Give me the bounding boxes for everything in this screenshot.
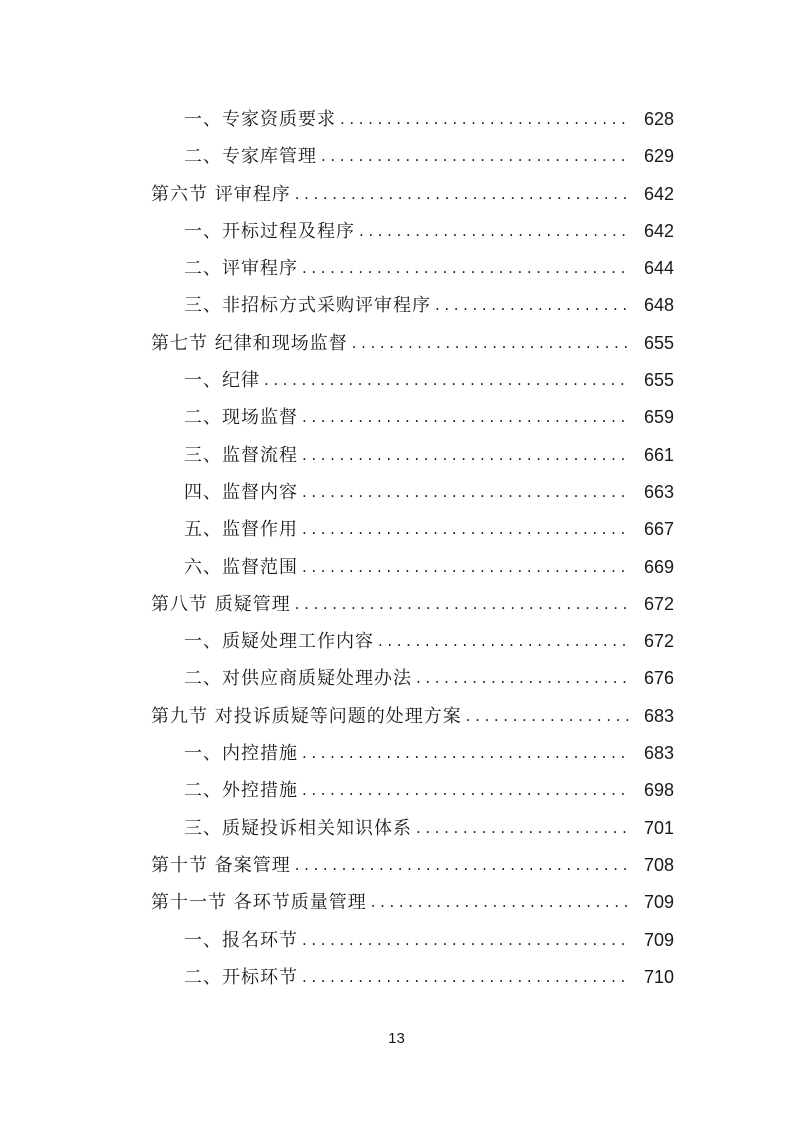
toc-section-entry[interactable] (0, 586, 793, 623)
toc-entry-title: 三、监督流程 (184, 444, 298, 466)
toc-entry-page: 683 (643, 705, 674, 726)
toc-entry[interactable] (0, 138, 793, 175)
toc-entry-title: 第十一节 各环节质量管理 (151, 892, 367, 914)
toc-entry-title: 一、报名环节 (184, 929, 298, 951)
toc-entry[interactable] (0, 213, 793, 250)
toc-entry-page: 701 (643, 817, 674, 838)
toc-entry-page: 642 (643, 183, 674, 204)
toc-entry-page: 710 (643, 966, 674, 987)
toc-entry-page: 659 (643, 407, 674, 428)
toc-leader-dots (302, 922, 630, 959)
toc-entry[interactable] (0, 437, 793, 474)
toc-leader-dots (302, 474, 630, 511)
toc-entry-page: 642 (643, 220, 674, 241)
toc-entry-page: 683 (643, 743, 674, 764)
toc-entry-page: 709 (643, 929, 674, 950)
toc-entry-title: 第七节 纪律和现场监督 (151, 332, 348, 354)
toc-entry[interactable] (0, 959, 793, 996)
toc-leader-dots (302, 735, 630, 772)
toc-leader-dots (302, 399, 630, 436)
toc-leader-dots (295, 847, 630, 884)
toc-entry-page: 667 (643, 519, 674, 540)
toc-entry[interactable] (0, 362, 793, 399)
toc-entry[interactable] (0, 810, 793, 847)
toc-entry-page: 628 (643, 109, 674, 129)
toc-section-entry[interactable] (0, 176, 793, 213)
toc-section-entry[interactable] (0, 884, 793, 921)
toc-entry-title: 第九节 对投诉质疑等问题的处理方案 (151, 705, 462, 727)
toc-entry[interactable] (0, 101, 793, 138)
toc-entry[interactable] (0, 549, 793, 586)
toc-leader-dots (352, 325, 630, 362)
toc-entry-title: 第八节 质疑管理 (151, 593, 291, 615)
toc-entry-title: 一、质疑处理工作内容 (184, 631, 374, 653)
toc-entry[interactable] (0, 623, 793, 660)
toc-entry-title: 三、非招标方式采购评审程序 (184, 295, 431, 317)
toc-entry-title: 一、开标过程及程序 (184, 220, 355, 242)
toc-entry-title: 六、监督范围 (184, 556, 298, 578)
toc-leader-dots (416, 810, 630, 847)
toc-leader-dots (466, 698, 630, 735)
toc-entry-title: 一、纪律 (184, 370, 260, 392)
toc-leader-dots (340, 101, 630, 138)
toc-entry-title: 二、现场监督 (184, 407, 298, 429)
toc-leader-dots (302, 511, 630, 548)
toc-entry-page: 708 (643, 854, 674, 875)
toc-entry[interactable] (0, 922, 793, 959)
toc-leader-dots (378, 623, 630, 660)
toc-entry-page: 672 (643, 631, 674, 652)
toc-entry-page: 648 (643, 295, 674, 316)
toc-leader-dots (302, 549, 630, 586)
toc-entry[interactable] (0, 735, 793, 772)
toc-leader-dots (321, 138, 630, 175)
toc-entry-title: 第十节 备案管理 (151, 854, 291, 876)
toc-entry-title: 二、外控措施 (184, 780, 298, 802)
toc-entry-title: 二、对供应商质疑处理办法 (184, 668, 412, 690)
toc-entry[interactable] (0, 399, 793, 436)
toc-leader-dots (264, 362, 630, 399)
toc-leader-dots (302, 772, 630, 809)
toc-entry-title: 一、专家资质要求 (184, 109, 336, 130)
toc-entry-page: 672 (643, 593, 674, 614)
toc-entry[interactable] (0, 287, 793, 324)
toc-leader-dots (359, 213, 630, 250)
toc-entry-title: 二、专家库管理 (184, 146, 317, 168)
table-of-contents (0, 101, 793, 996)
toc-section-entry[interactable] (0, 325, 793, 362)
toc-entry-title: 一、内控措施 (184, 743, 298, 765)
toc-entry-page: 655 (643, 332, 674, 353)
toc-leader-dots (416, 660, 630, 697)
toc-entry-page: 661 (643, 444, 674, 465)
toc-leader-dots (371, 884, 630, 921)
toc-leader-dots (435, 287, 630, 324)
toc-entry-page: 709 (643, 892, 674, 913)
toc-entry-title: 第六节 评审程序 (151, 183, 291, 205)
toc-entry-title: 三、质疑投诉相关知识体系 (184, 817, 412, 839)
toc-leader-dots (302, 437, 630, 474)
toc-entry-page: 655 (643, 370, 674, 391)
toc-entry[interactable] (0, 660, 793, 697)
toc-section-entry[interactable] (0, 698, 793, 735)
toc-entry-page: 644 (643, 258, 674, 279)
toc-entry-page: 663 (643, 481, 674, 502)
toc-entry-title: 二、开标环节 (184, 966, 298, 988)
toc-entry[interactable] (0, 250, 793, 287)
toc-section-entry[interactable] (0, 847, 793, 884)
toc-entry-title: 二、评审程序 (184, 258, 298, 280)
toc-entry-title: 五、监督作用 (184, 519, 298, 541)
toc-entry[interactable] (0, 772, 793, 809)
toc-entry-page: 629 (643, 146, 674, 167)
page-number: 13 (388, 1030, 405, 1047)
toc-entry-page: 698 (643, 780, 674, 801)
toc-leader-dots (302, 250, 630, 287)
toc-entry[interactable] (0, 474, 793, 511)
toc-entry-page: 669 (643, 556, 674, 577)
toc-leader-dots (295, 176, 630, 213)
toc-entry-title: 四、监督内容 (184, 481, 298, 503)
toc-leader-dots (302, 959, 630, 996)
toc-leader-dots (295, 586, 630, 623)
toc-entry[interactable] (0, 511, 793, 548)
toc-entry-page: 676 (643, 668, 674, 689)
